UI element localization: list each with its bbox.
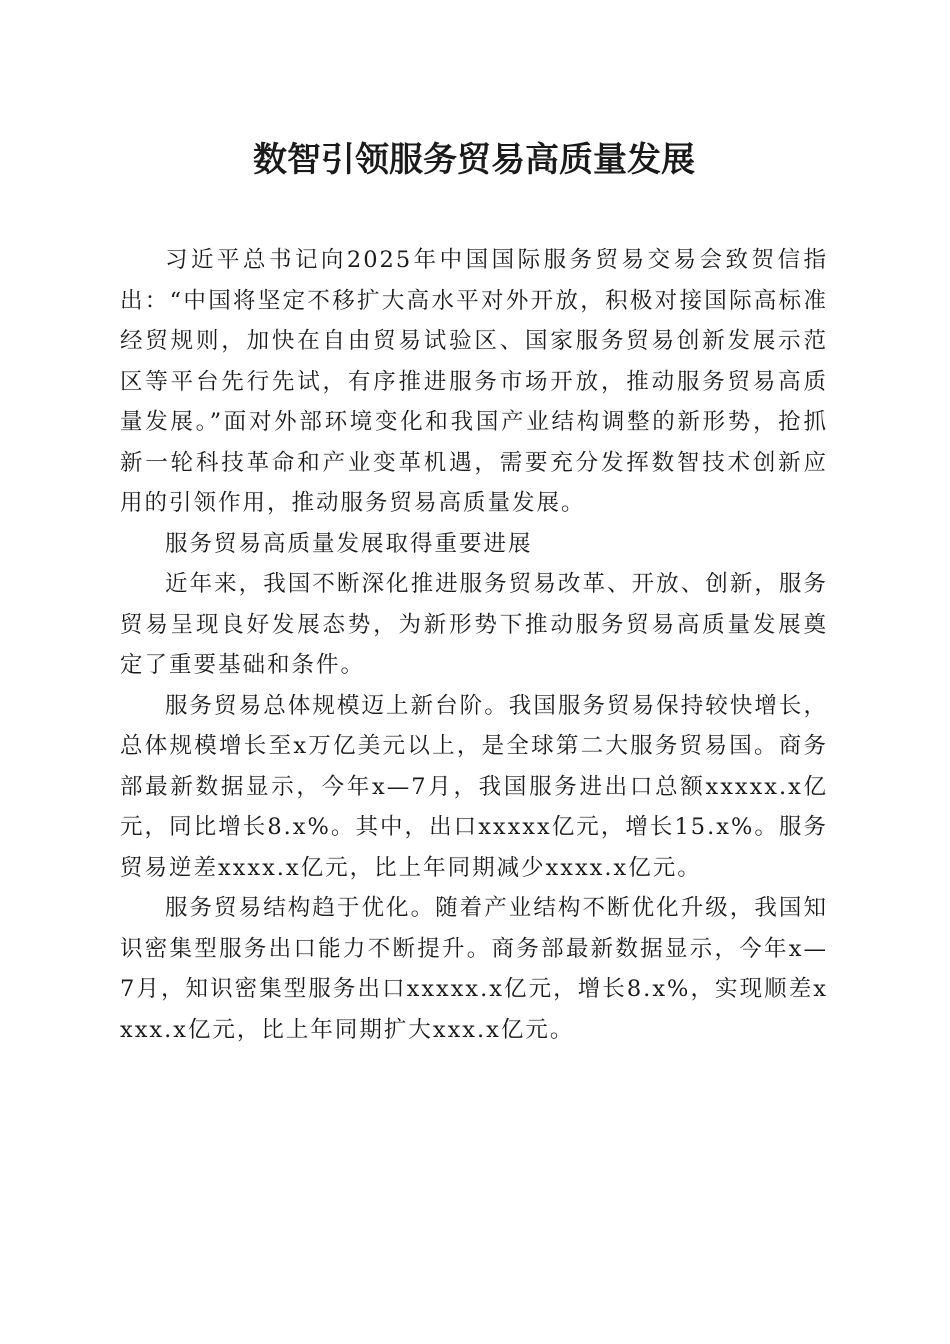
document-body bbox=[120, 240, 828, 1050]
paragraph-scale: 服务贸易总体规模迈上新台阶。我国服务贸易保持较快增长，总体规模增长至x万亿美元以上，是全球第二大服务贸易国。商务部最新数据显示，今年x—7月，我国服务进出口总额xxxxx.x亿元，同比增长8.x%。其中，出口xxxxx亿元，增长15.x%。服务贸易逆差xxxx.x亿元，比上年同期减少xxxx.x亿元。 bbox=[120, 692, 828, 881]
paragraph-structure: 服务贸易结构趋于优化。随着产业结构不断优化升级，我国知识密集型服务出口能力不断提升。商务部最新数据显示，今年x—7月，知识密集型服务出口xxxxx.x亿元，增长8.x%，实现顺差xxxx.x亿元，比上年同期扩大xxx.x亿元。 bbox=[120, 895, 828, 1043]
paragraph-progress: 近年来，我国不断深化推进服务贸易改革、开放、创新，服务贸易呈现良好发展态势，为新形势下推动服务贸易高质量发展奠定了重要基础和条件。 bbox=[120, 571, 828, 678]
section-heading: 服务贸易高质量发展取得重要进展 bbox=[165, 530, 533, 557]
document-title: 数智引领服务贸易高质量发展 bbox=[253, 140, 695, 180]
paragraph-intro: 习近平总书记向2025年中国国际服务贸易交易会致贺信指出：“中国将坚定不移扩大高水平对外开放，积极对接国际高标准经贸规则，加快在自由贸易试验区、国家服务贸易创新发展示范区等平台先行先试，有序推进服务市场开放，推动服务贸易高质量发展。”面对外部环境变化和我国产业结构调整的新形势，抢抓新一轮科技革命和产业变革机遇，需要充分发挥数智技术创新应用的引领作用，推动服务贸易高质量发展。 bbox=[120, 247, 828, 516]
